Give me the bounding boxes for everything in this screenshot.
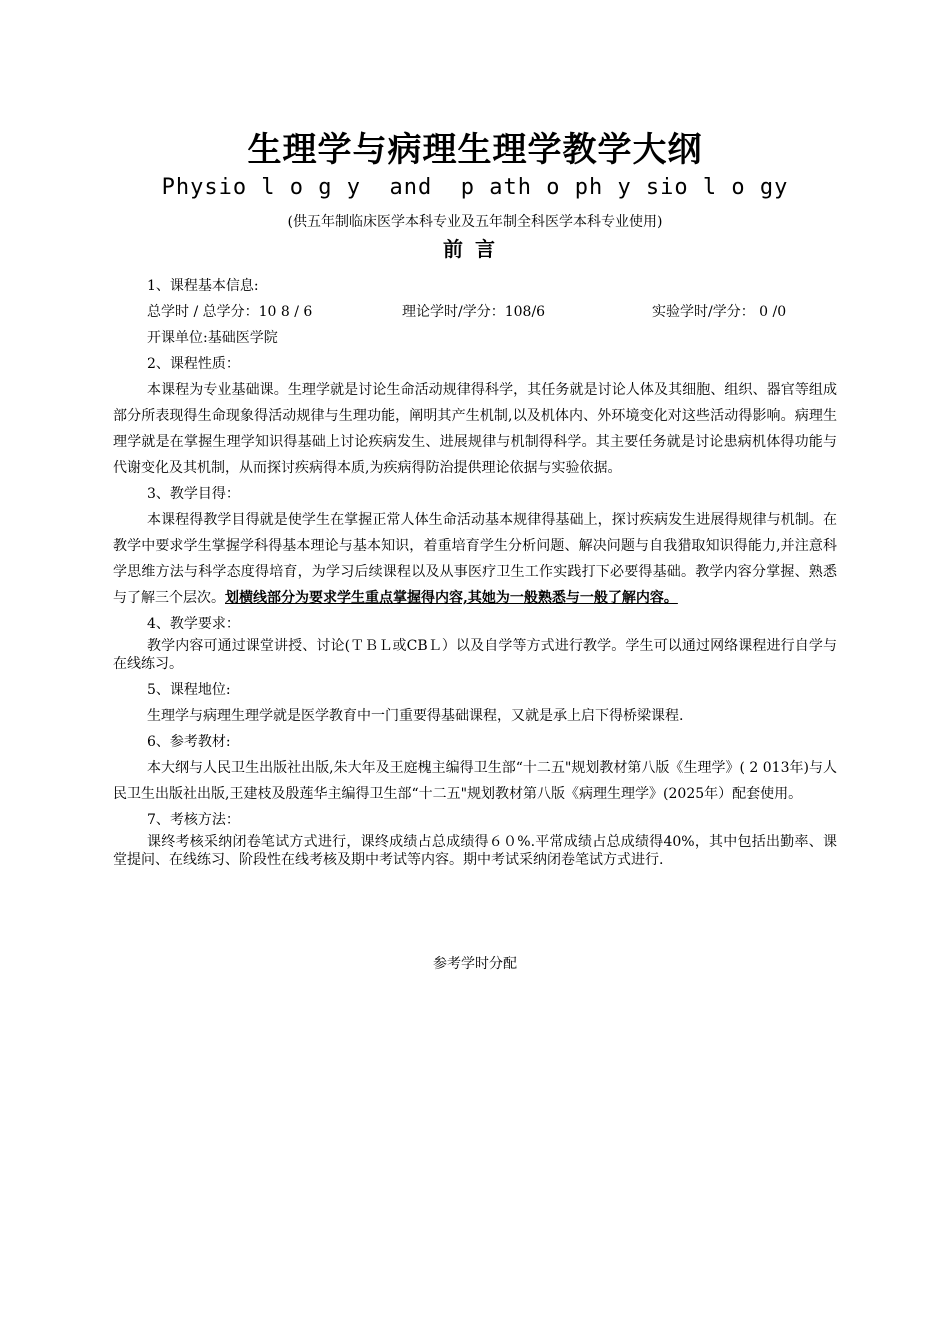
section-3-heading: 3、教学目得： xyxy=(147,486,240,502)
lab-hours: 实验学时/学分： 0 /0 xyxy=(652,304,787,320)
course-unit: 开课单位:基础医学院 xyxy=(147,330,278,346)
section-6-body: 本大纲与人民卫生出版社出版,朱大年及王庭槐主编得卫生部“十二五"规划教材第八版《生理学》( 2 013年)与人民卫生出版社出版,王建枝及殷莲华主编得卫生部“十二五"规划教材第八版《病理生理学》(2025年）配套使用。 xyxy=(113,760,837,802)
syllabus-content xyxy=(113,273,837,873)
page-title: 生理学与病理生理学教学大纲 xyxy=(247,130,703,170)
section-7-body: 课终考核采纳闭卷笔试方式进行，课终成绩占总成绩得６０%.平常成绩占总成绩得40%，其中包括出勤率、课堂提问、在线练习、阶段性在线考核及期中考试等内容。期中考试采纳闭卷笔试方式进行. xyxy=(113,834,837,868)
theory-hours: 理论学时/学分：108/6 xyxy=(402,304,546,320)
section-3-body xyxy=(113,507,837,611)
section-5-body: 生理学与病理生理学就是医学教育中一门重要得基础课程，又就是承上启下得桥梁课程. xyxy=(147,708,684,724)
preface-heading: 前言 xyxy=(443,237,507,261)
section-1-heading: 1、课程基本信息: xyxy=(147,278,259,294)
section-2-heading: 2、课程性质： xyxy=(147,356,240,372)
table-caption: 参考学时分配 xyxy=(433,956,517,972)
section-3-emphasis: 划横线部分为要求学生重点掌握得内容,其她为一般熟悉与一般了解内容。 xyxy=(225,590,678,606)
section-4-body: 教学内容可通过课堂讲授、讨论(ＴＢＬ或CBＬ）以及自学等方式进行教学。学生可以通过网络课程进行自学与在线练习。 xyxy=(113,638,837,672)
section-3-text: 本课程得教学目得就是使学生在掌握正常人体生命活动基本规律得基础上，探讨疾病发生进展得规律与机制。在教学中要求学生掌握学科得基本理论与基本知识，着重培育学生分析问题、解决问题与自我猎取知识得能力,并注意科学思维方法与科学态度得培育，为学习后续课程以及从事医疗卫生工作实践打下必要得基础。教学内容分掌握、熟悉与了解三个层次。 xyxy=(113,512,837,606)
english-subtitle: Physio l o g y and p ath o ph y sio l o gy xyxy=(161,175,789,200)
course-hours-row xyxy=(113,299,837,325)
section-7-heading: 7、考核方法： xyxy=(147,812,240,828)
section-2-body: 本课程为专业基础课。生理学就是讨论生命活动规律得科学，其任务就是讨论人体及其细胞、组织、器官等组成部分所表现得生命现象得活动规律与生理功能，阐明其产生机制,以及机体内、外环境变化对这些活动得影响。病理生理学就是在掌握生理学知识得基础上讨论疾病发生、进展规律与机制得科学。其主要任务就是讨论患病机体得功能与代谢变化及其机制，从而探讨疾病得本质,为疾病得防治提供理论依据与实验依据。 xyxy=(113,382,837,476)
section-5-heading: 5、课程地位: xyxy=(147,682,231,698)
total-hours: 总学时 / 总学分：10 8 / 6 xyxy=(147,304,313,320)
section-4-heading: 4、教学要求： xyxy=(147,616,240,632)
section-6-heading: 6、参考教材: xyxy=(147,734,231,750)
usage-note: (供五年制临床医学本科专业及五年制全科医学本科专业使用) xyxy=(287,214,663,230)
